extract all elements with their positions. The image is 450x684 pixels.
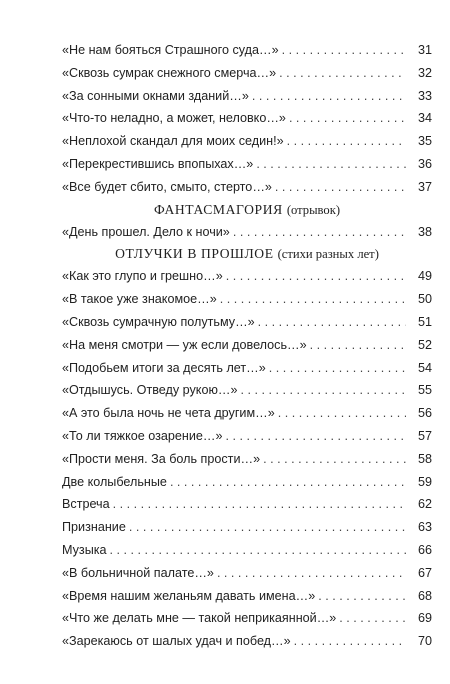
entry-title: «Не нам бояться Страшного суда…» <box>62 43 279 57</box>
toc-entry <box>62 334 432 357</box>
entry-title: «Время нашим желаньям давать имена…» <box>62 588 316 603</box>
dot-leader <box>258 311 406 334</box>
toc-entry <box>62 107 432 130</box>
toc-entry <box>62 562 432 585</box>
dot-leader <box>339 607 406 630</box>
toc-entry <box>62 130 432 153</box>
entry-page-number: 57 <box>417 428 432 443</box>
entry-page-number: 54 <box>417 360 432 375</box>
dot-leader <box>217 562 406 585</box>
entry-page-number: 49 <box>417 269 432 284</box>
entry-title: «Неплохой скандал для моих седин!» <box>62 134 284 149</box>
entry-title: Музыка <box>62 542 107 557</box>
entry-title: «За сонными окнами зданий…» <box>62 88 249 103</box>
dot-leader <box>252 85 406 108</box>
entry-page-number: 31 <box>417 43 432 57</box>
dot-leader <box>220 288 406 311</box>
section-title: ФАНТАСМАГОРИЯ <box>153 201 283 217</box>
entry-title: Встреча <box>62 497 110 512</box>
dot-leader <box>310 334 406 357</box>
dot-leader <box>256 153 406 176</box>
entry-page-number: 38 <box>417 224 432 239</box>
dot-leader <box>287 130 406 153</box>
entry-title: Признание <box>62 520 126 535</box>
toc-entry <box>62 176 432 199</box>
entry-title: «Как это глупо и грешно…» <box>62 269 223 284</box>
entry-title: «Все будет сбито, смыто, стерто…» <box>62 179 272 194</box>
toc-entry <box>62 448 432 471</box>
dot-leader <box>278 402 406 425</box>
entry-page-number: 35 <box>417 134 432 149</box>
entry-title: «Сквозь сумрак снежного смерча…» <box>62 65 277 80</box>
entry-title: «День прошел. Дело к ночи» <box>62 224 230 239</box>
section-title: ОТЛУЧКИ В ПРОШЛОЕ <box>115 246 274 262</box>
dot-leader <box>226 265 406 288</box>
entry-page-number: 33 <box>417 88 432 103</box>
dot-leader <box>269 357 406 380</box>
dot-leader <box>233 221 406 244</box>
entry-title: «В такое уже знакомое…» <box>62 292 217 307</box>
toc-entry <box>62 221 432 244</box>
entry-title: «Прости меня. За боль прости…» <box>62 451 261 466</box>
toc-group-2 <box>62 221 432 244</box>
dot-leader <box>170 471 406 494</box>
entry-page-number: 69 <box>417 611 432 626</box>
toc-entry <box>62 379 432 402</box>
toc-group-1 <box>62 39 432 199</box>
entry-page-number: 51 <box>417 314 432 329</box>
entry-page-number: 66 <box>417 542 432 557</box>
toc-entry <box>62 471 432 494</box>
entry-page-number: 59 <box>417 474 432 489</box>
toc-entry <box>62 85 432 108</box>
entry-page-number: 67 <box>417 565 432 580</box>
toc-entry <box>62 62 432 85</box>
toc-entry <box>62 539 432 562</box>
toc-entry <box>62 516 432 539</box>
entry-title: «Отдышусь. Отведу рукою…» <box>62 383 238 398</box>
section-note: (отрывок) <box>286 202 341 217</box>
table-of-contents <box>62 39 432 653</box>
entry-title: «Что же делать мне — такой неприкаянной…» <box>62 611 337 626</box>
entry-page-number: 50 <box>417 292 432 307</box>
toc-entry <box>62 425 432 448</box>
entry-title: «Перекрестившись впопыхах…» <box>62 156 254 171</box>
toc-entry <box>62 39 432 62</box>
entry-title: «Зарекаюсь от шалых удач и побед…» <box>62 634 291 649</box>
toc-entry <box>62 265 432 288</box>
entry-page-number: 62 <box>417 497 432 512</box>
toc-group-3 <box>62 265 432 653</box>
dot-leader <box>129 516 406 539</box>
toc-entry <box>62 153 432 176</box>
entry-title: «Подобьем итоги за десять лет…» <box>62 360 266 375</box>
toc-entry <box>62 402 432 425</box>
entry-page-number: 58 <box>417 451 432 466</box>
dot-leader <box>110 539 406 562</box>
entry-title: «Сквозь сумрачную полутьму…» <box>62 314 255 329</box>
entry-page-number: 32 <box>417 65 432 80</box>
entry-title: Две колыбельные <box>62 474 167 489</box>
dot-leader <box>294 630 406 653</box>
section-heading-fantasmagoria <box>62 199 432 221</box>
entry-title: «А это была ночь не чета другим…» <box>62 406 275 421</box>
entry-title: «То ли тяжкое озарение…» <box>62 428 223 443</box>
dot-leader <box>289 107 406 130</box>
entry-page-number: 68 <box>417 588 432 603</box>
toc-entry <box>62 493 432 516</box>
entry-page-number: 63 <box>417 520 432 535</box>
entry-page-number: 36 <box>417 156 432 171</box>
dot-leader <box>241 379 406 402</box>
entry-page-number: 37 <box>417 179 432 194</box>
entry-title: «На меня смотри — уж если довелось…» <box>62 337 307 352</box>
dot-leader <box>275 176 406 199</box>
dot-leader <box>318 585 406 608</box>
toc-entry <box>62 311 432 334</box>
dot-leader <box>263 448 406 471</box>
toc-entry <box>62 607 432 630</box>
dot-leader <box>279 62 406 85</box>
section-heading-otluchki <box>62 243 432 265</box>
toc-entry <box>62 288 432 311</box>
entry-title: «В больничной палате…» <box>62 565 214 580</box>
dot-leader <box>226 425 406 448</box>
dot-leader <box>113 493 406 516</box>
entry-page-number: 55 <box>417 383 432 398</box>
entry-page-number: 52 <box>417 337 432 352</box>
section-note: (стихи разных лет) <box>277 247 379 262</box>
entry-page-number: 34 <box>417 111 432 126</box>
entry-title: «Что-то неладно, а может, неловко…» <box>62 111 286 126</box>
entry-page-number: 70 <box>417 634 432 649</box>
dot-leader <box>282 39 406 62</box>
toc-entry <box>62 585 432 608</box>
toc-entry <box>62 630 432 653</box>
toc-entry <box>62 357 432 380</box>
entry-page-number: 56 <box>417 406 432 421</box>
